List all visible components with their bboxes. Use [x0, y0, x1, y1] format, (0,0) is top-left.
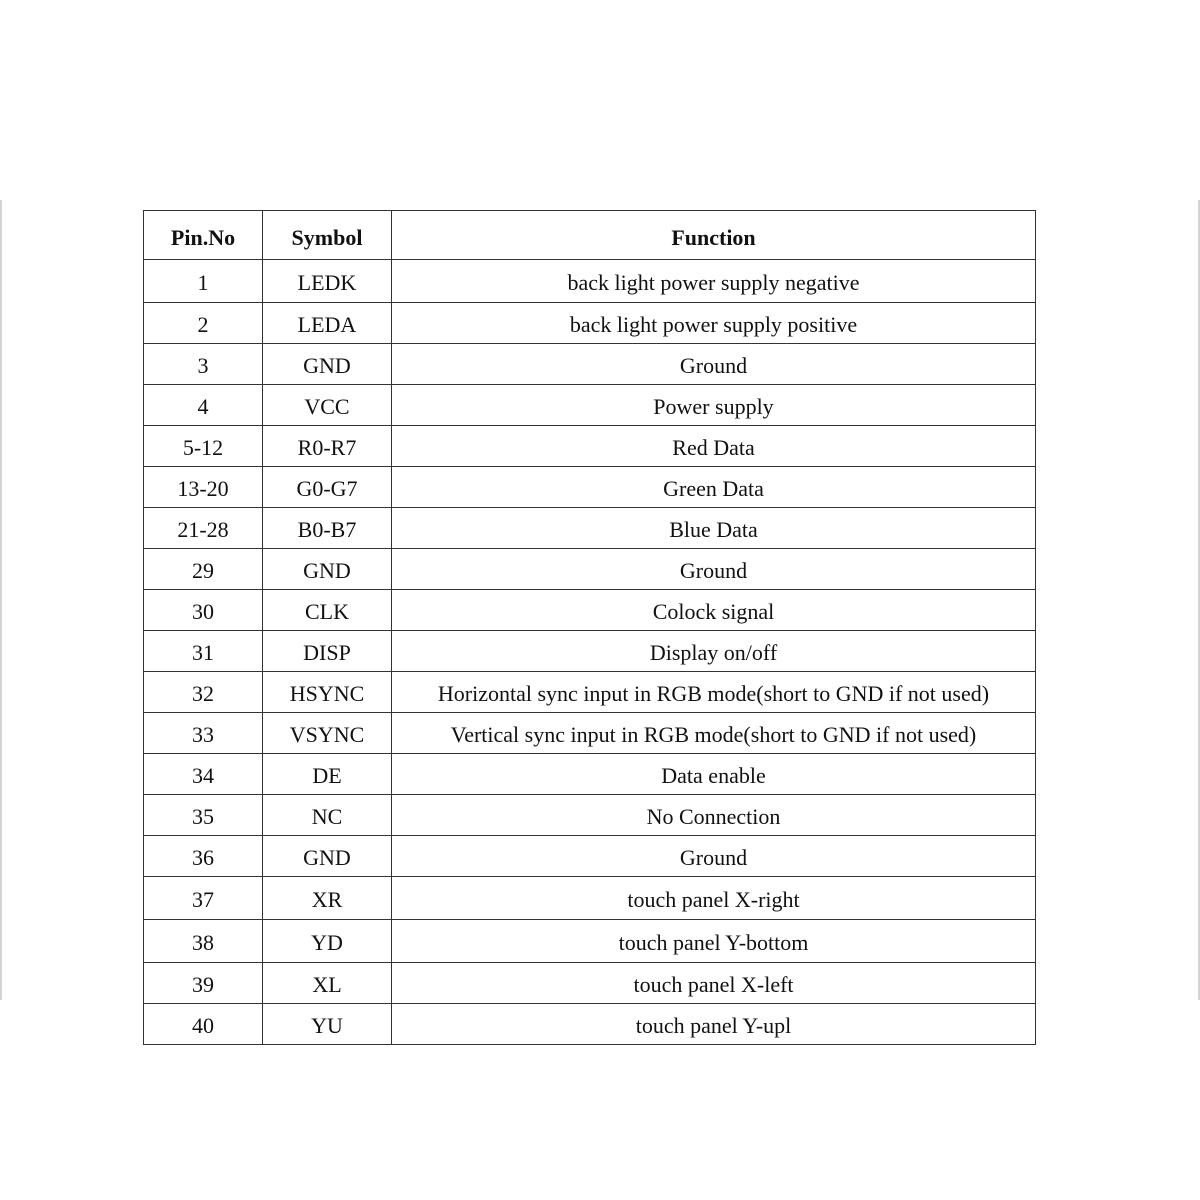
header-pin-no: Pin.No: [144, 211, 263, 260]
cell-symbol: XR: [263, 877, 392, 920]
table-row: [144, 426, 1036, 467]
cell-function: Colock signal: [392, 590, 1036, 631]
cell-pin-no: 30: [144, 590, 263, 631]
cell-function: Horizontal sync input in RGB mode(short to GND if not used): [392, 672, 1036, 713]
header-function: Function: [392, 211, 1036, 260]
table-row: [144, 963, 1036, 1004]
header-row: [144, 211, 1036, 260]
cell-symbol: B0-B7: [263, 508, 392, 549]
table-row: [144, 385, 1036, 426]
cell-symbol: XL: [263, 963, 392, 1004]
cell-function: touch panel Y-bottom: [392, 920, 1036, 963]
cell-function: Ground: [392, 344, 1036, 385]
cell-symbol: LEDK: [263, 260, 392, 303]
cell-pin-no: 2: [144, 303, 263, 344]
cell-function: No Connection: [392, 795, 1036, 836]
cell-function: Display on/off: [392, 631, 1036, 672]
cell-function: Blue Data: [392, 508, 1036, 549]
table-row: [144, 836, 1036, 877]
header-symbol: Symbol: [263, 211, 392, 260]
cell-pin-no: 36: [144, 836, 263, 877]
cell-pin-no: 31: [144, 631, 263, 672]
cell-pin-no: 5-12: [144, 426, 263, 467]
cell-symbol: YU: [263, 1004, 392, 1045]
table-row: [144, 508, 1036, 549]
cell-symbol: CLK: [263, 590, 392, 631]
cell-pin-no: 40: [144, 1004, 263, 1045]
table-row: [144, 303, 1036, 344]
cell-pin-no: 4: [144, 385, 263, 426]
cell-symbol: DISP: [263, 631, 392, 672]
cell-symbol: NC: [263, 795, 392, 836]
cell-function: back light power supply negative: [392, 260, 1036, 303]
table-row: [144, 877, 1036, 920]
pin-definition-table: [143, 210, 1036, 1045]
cell-symbol: R0-R7: [263, 426, 392, 467]
table-row: [144, 467, 1036, 508]
table-row: [144, 754, 1036, 795]
cell-pin-no: 35: [144, 795, 263, 836]
cell-function: Ground: [392, 549, 1036, 590]
cell-symbol: VCC: [263, 385, 392, 426]
cell-pin-no: 21-28: [144, 508, 263, 549]
table-row: [144, 920, 1036, 963]
cell-pin-no: 3: [144, 344, 263, 385]
cell-symbol: GND: [263, 344, 392, 385]
cell-function: Green Data: [392, 467, 1036, 508]
cell-symbol: YD: [263, 920, 392, 963]
cell-function: touch panel X-left: [392, 963, 1036, 1004]
cell-function: touch panel X-right: [392, 877, 1036, 920]
table-header: [144, 211, 1036, 260]
cell-pin-no: 34: [144, 754, 263, 795]
cell-pin-no: 38: [144, 920, 263, 963]
table-row: [144, 713, 1036, 754]
cell-function: Vertical sync input in RGB mode(short to GND if not used): [392, 713, 1036, 754]
table-row: [144, 260, 1036, 303]
table-row: [144, 795, 1036, 836]
cell-function: Data enable: [392, 754, 1036, 795]
table-row: [144, 590, 1036, 631]
table-row: [144, 344, 1036, 385]
cell-symbol: VSYNC: [263, 713, 392, 754]
cell-function: Ground: [392, 836, 1036, 877]
cell-pin-no: 39: [144, 963, 263, 1004]
cell-symbol: G0-G7: [263, 467, 392, 508]
cell-pin-no: 29: [144, 549, 263, 590]
table-row: [144, 1004, 1036, 1045]
cell-function: Power supply: [392, 385, 1036, 426]
cell-symbol: GND: [263, 549, 392, 590]
cell-function: touch panel Y-upl: [392, 1004, 1036, 1045]
cell-function: Red Data: [392, 426, 1036, 467]
cell-pin-no: 1: [144, 260, 263, 303]
cell-symbol: LEDA: [263, 303, 392, 344]
page-edge-left: [0, 200, 2, 1000]
cell-pin-no: 33: [144, 713, 263, 754]
cell-pin-no: 37: [144, 877, 263, 920]
cell-function: back light power supply positive: [392, 303, 1036, 344]
cell-pin-no: 13-20: [144, 467, 263, 508]
table-body: [144, 260, 1036, 1045]
cell-symbol: DE: [263, 754, 392, 795]
cell-symbol: HSYNC: [263, 672, 392, 713]
table-row: [144, 631, 1036, 672]
table-row: [144, 549, 1036, 590]
table-row: [144, 672, 1036, 713]
cell-pin-no: 32: [144, 672, 263, 713]
cell-symbol: GND: [263, 836, 392, 877]
